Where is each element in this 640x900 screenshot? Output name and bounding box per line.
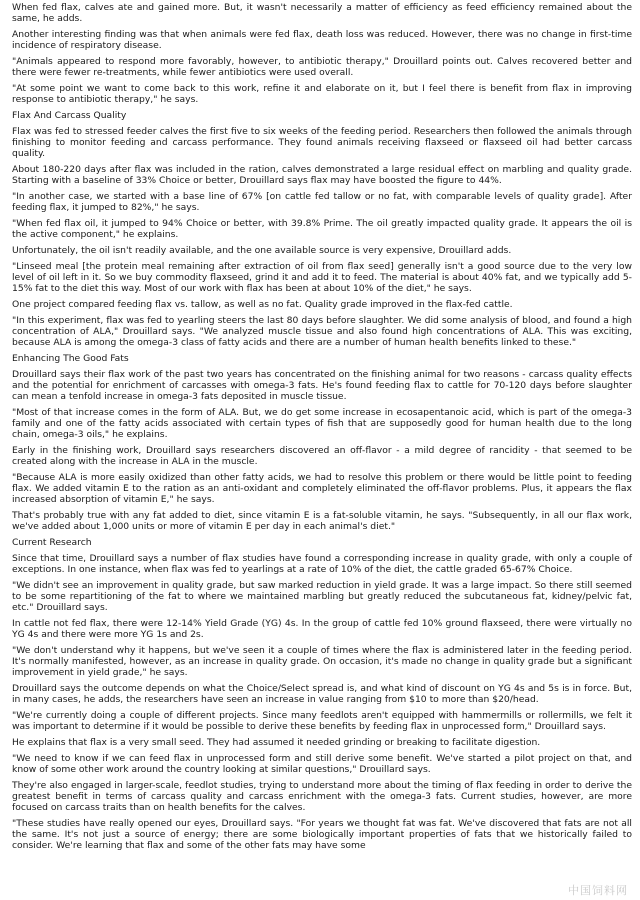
paragraph: "We need to know if we can feed flax in unprocessed form and still derive some benefit. We've started a pilot project on that, and know of some other work around the country looking at similar questions," Drouillard says. xyxy=(12,753,632,775)
paragraph: "We're currently doing a couple of different projects. Since many feedlots aren't equipped with hammermills or rollermills, we felt it was important to determine if it would be possible to derive these benefits by feeding flax in unprocessed form," Drouillard says. xyxy=(12,710,632,732)
paragraph: "In this experiment, flax was fed to yearling steers the last 80 days before slaughter. We did some analysis of blood, and found a high concentration of ALA," Drouillard says. "We analyzed muscle tissue and also found high concentrations of ALA. This was exciting, because ALA is among the omega-3 class of fatty acids and there are a number of human health benefits linked to these." xyxy=(12,315,632,348)
paragraph: Drouillard says the outcome depends on what the Choice/Select spread is, and what kind of discount on YG 4s and 5s is in force. But, in many cases, he adds, the researchers have seen an increase in value ranging from $10 to more than $20/head. xyxy=(12,683,632,705)
section-heading: Flax And Carcass Quality xyxy=(12,110,127,121)
paragraph: "At some point we want to come back to this work, refine it and elaborate on it, but I feel there is benefit from flax in improving response to antibiotic therapy," he says. xyxy=(12,83,632,105)
paragraph: "We didn't see an improvement in quality grade, but saw marked reduction in yield grade. It was a large impact. So there still seemed to be some repartitioning of the fat to where we maintained marbling but greatly reduced the subcutaneous fat, kidney/pelvic fat, etc." Drouillard says. xyxy=(12,580,632,613)
paragraph: "Animals appeared to respond more favorably, however, to antibiotic therapy," Drouillard points out. Calves recovered better and there were fewer re-treatments, while fewer antibiotics were used overall. xyxy=(12,56,632,78)
paragraph: "We don't understand why it happens, but we've seen it a couple of times where the flax is administered later in the feeding period. It's normally manifested, however, as an increase in quality grade. On occasion, it's made no change in quality grade but a significant improvement in yield grade," he says. xyxy=(12,645,632,678)
paragraph: He explains that flax is a very small seed. They had assumed it needed grinding or breaking to facilitate digestion. xyxy=(12,737,541,748)
paragraph: Early in the finishing work, Drouillard says researchers discovered an off-flavor - a mild degree of rancidity - that seemed to be created along with the increase in ALA in the muscle. xyxy=(12,445,632,467)
paragraph: When fed flax, calves ate and gained more. But, it wasn't necessarily a matter of efficiency as feed efficiency remained about the same, he adds. xyxy=(12,2,632,24)
paragraph: "These studies have really opened our eyes, Drouillard says. "For years we thought fat was fat. We've discovered that fats are not all the same. It's not just a source of energy; there are some biologically important properties of fats that we historically failed to consider. We're learning that flax and some of the other fats may have some xyxy=(12,818,632,851)
paragraph: "In another case, we started with a base line of 67% [on cattle fed tallow or no fat, with comparable levels of quality grade]. After feeding flax, it jumped to 82%," he says. xyxy=(12,191,632,213)
paragraph: Drouillard says their flax work of the past two years has concentrated on the finishing animal for two reasons - carcass quality effects and the potential for enrichment of carcasses with omega-3 fats. He's found feeding flax to cattle for 70-120 days before slaughter can mean a tenfold increase in omega-3 fats deposited in muscle tissue. xyxy=(12,369,632,402)
section-heading: Current Research xyxy=(12,537,92,548)
paragraph: "When fed flax oil, it jumped to 94% Choice or better, with 39.8% Prime. The oil greatly impacted quality grade. It appears the oil is the active component," he explains. xyxy=(12,218,632,240)
paragraph: "Most of that increase comes in the form of ALA. But, we do get some increase in ecosapentanoic acid, which is part of the omega-3 family and one of the fatty acids associated with certain types of fish that are supposedly good for human health due to the long chain, omega-3 oils," he explains. xyxy=(12,407,632,440)
paragraph: In cattle not fed flax, there were 12-14% Yield Grade (YG) 4s. In the group of cattle fed 10% ground flaxseed, there were virtually no YG 4s and there were more YG 1s and 2s. xyxy=(12,618,632,640)
watermark: 中国饲料网 xyxy=(568,884,628,897)
paragraph: Another interesting finding was that when animals were fed flax, death loss was reduced. However, there was no change in first-time incidence of respiratory disease. xyxy=(12,29,632,51)
paragraph: About 180-220 days after flax was included in the ration, calves demonstrated a large residual effect on marbling and quality grade. Starting with a baseline of 33% Choice or better, Drouillard says flax may have boosted the figure to 44%. xyxy=(12,164,632,186)
paragraph: That's probably true with any fat added to diet, since vitamin E is a fat-soluble vitamin, he says. "Subsequently, in all our flax work, we've added about 1,000 units or more of vitamin E per day in each animal's diet." xyxy=(12,510,632,532)
paragraph: "Because ALA is more easily oxidized than other fatty acids, we had to resolve this problem or there would be little point to feeding flax. We added vitamin E to the ration as an anti-oxidant and completely eliminated the off-flavor problems. Plus, it appears the flax increased absorption of vitamin E," he says. xyxy=(12,472,632,505)
article-body xyxy=(12,2,632,851)
paragraph: Unfortunately, the oil isn't readily available, and the one available source is very expensive, Drouillard adds. xyxy=(12,245,512,256)
paragraph: Since that time, Drouillard says a number of flax studies have found a corresponding increase in quality grade, with only a couple of exceptions. In one instance, when flax was fed to yearlings at a rate of 10% of the diet, the cattle graded 65-67% Choice. xyxy=(12,553,632,575)
paragraph: Flax was fed to stressed feeder calves the first five to six weeks of the feeding period. Researchers then followed the animals through finishing to monitor feeding and carcass performance. They found animals receiving flaxseed or flaxseed oil had better carcass quality. xyxy=(12,126,632,159)
paragraph: "Linseed meal [the protein meal remaining after extraction of oil from flax seed] generally isn't a good source due to the very low level of oil left in it. So we buy commodity flaxseed, grind it and add it to feed. The material is about 40% fat, and we typically add 5-15% fat to the diet this way. Most of our work with flax has been at about 10% of the diet," he says. xyxy=(12,261,632,294)
paragraph: They're also engaged in larger-scale, feedlot studies, trying to understand more about the timing of flax feeding in order to derive the greatest benefit in terms of carcass quality and carcass enrichment with the omega-3 fats. Current studies, however, are more focused on carcass traits than on health benefits for the calves. xyxy=(12,780,632,813)
section-heading: Enhancing The Good Fats xyxy=(12,353,129,364)
paragraph: One project compared feeding flax vs. tallow, as well as no fat. Quality grade improved in the flax-fed cattle. xyxy=(12,299,513,310)
